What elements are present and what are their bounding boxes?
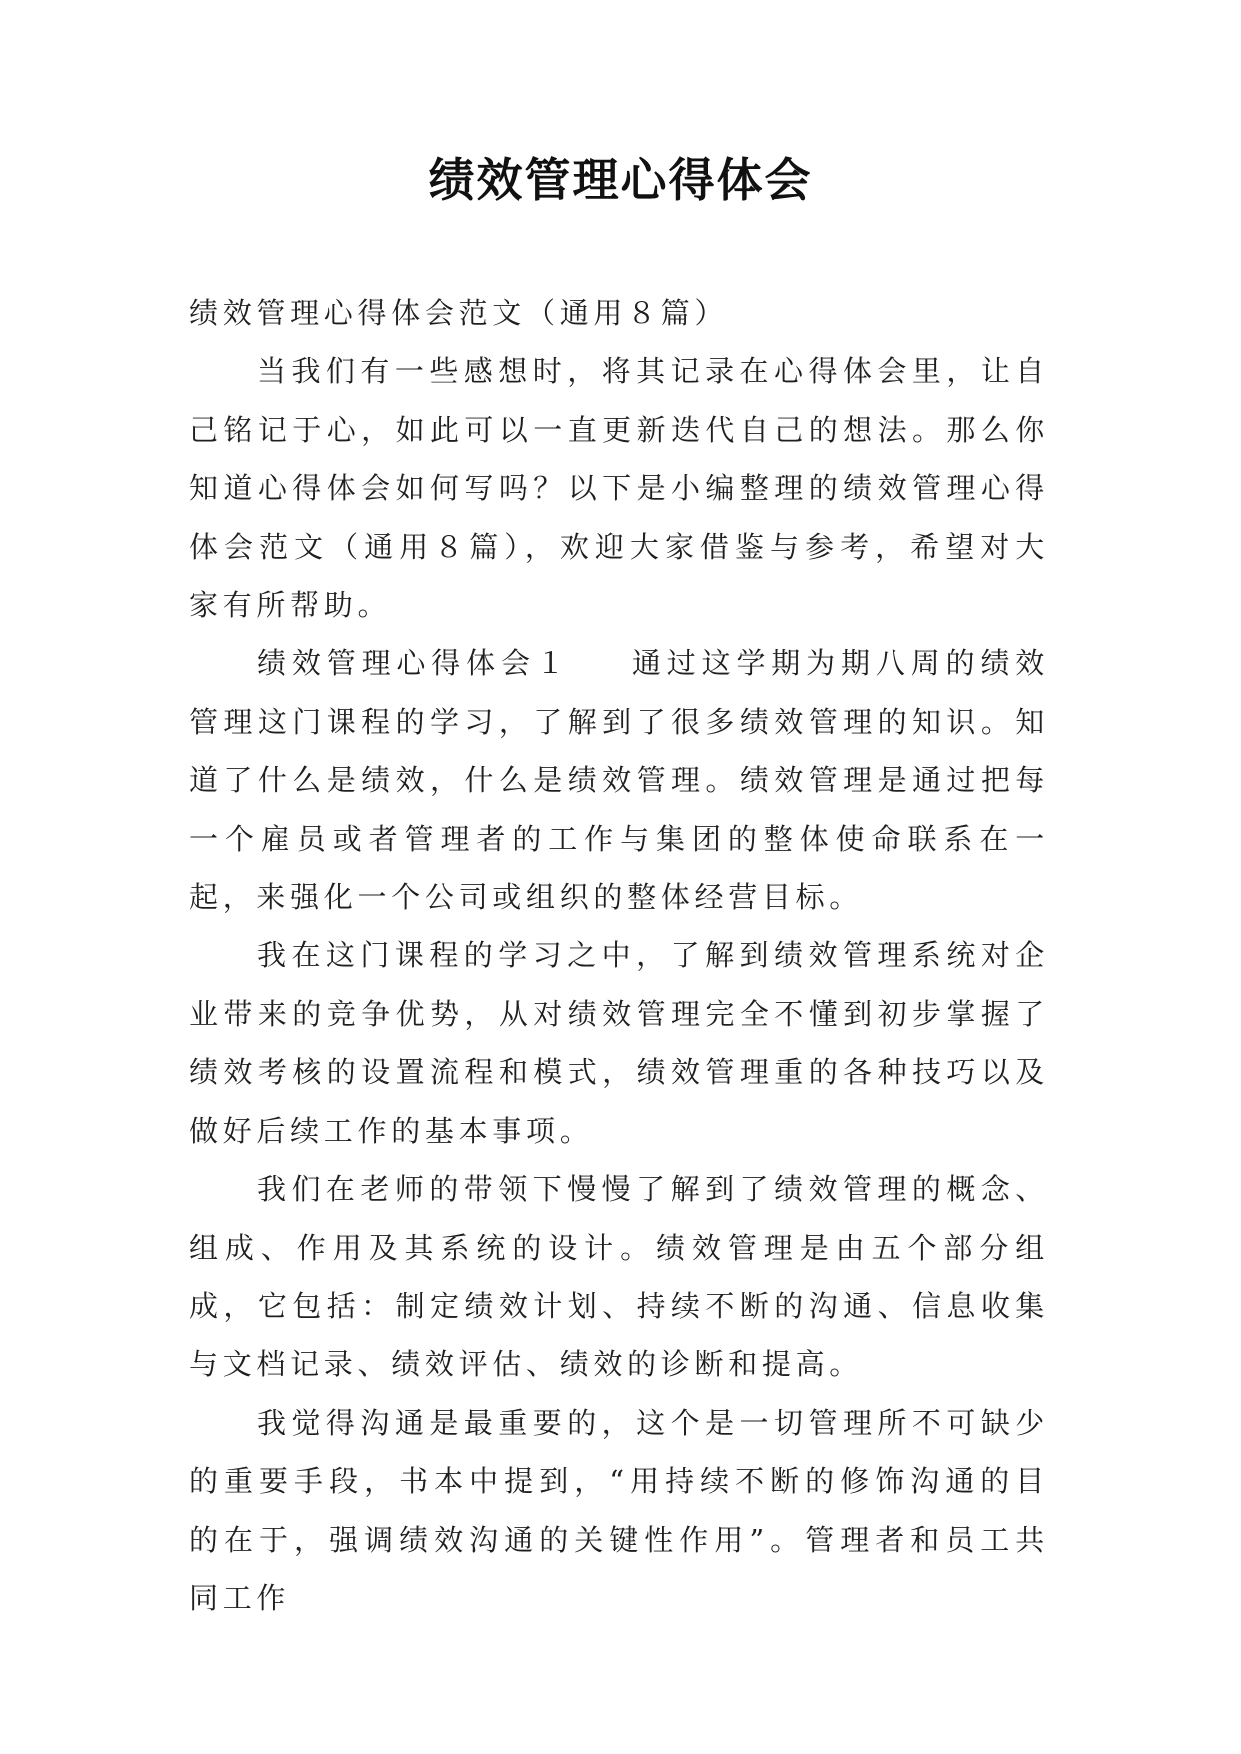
section-1-text: 通过这学期为期八周的绩效管理这门课程的学习，了解到了很多绩效管理的知识。知道了什么是绩效，什么是绩效管理。绩效管理是通过把每一个雇员或者管理者的工作与集团的整体使命联系在一起，来强化一个公司或组织的整体经营目标。 [189,646,1049,915]
section-1-paragraph [189,634,1049,926]
document-subtitle: 绩效管理心得体会范文（通用８篇） [189,296,729,330]
paragraph-4: 我觉得沟通是最重要的，这个是一切管理所不可缺少的重要手段，书本中提到，“用持续不断的修饰沟通的目的在于，强调绩效沟通的关键性作用”。管理者和员工共同工作 [189,1405,1049,1615]
paragraph-3: 我们在老师的带领下慢慢了解到了绩效管理的概念、组成、作用及其系统的设计。绩效管理是由五个部分组成，它包括：制定绩效计划、持续不断的沟通、信息收集与文档记录、绩效评估、绩效的诊断和提高。 [189,1172,1049,1382]
document-title: 绩效管理心得体会 [428,153,813,207]
intro-paragraph: 当我们有一些感想时，将其记录在心得体会里，让自己铭记于心，如此可以一直更新迭代自己的想法。那么你知道心得体会如何写吗？以下是小编整理的绩效管理心得体会范文（通用８篇），欢迎大家借鉴与参考，希望对大家有所帮助。 [189,354,1049,623]
section-1-heading: 绩效管理心得体会１ [257,646,571,681]
document-body [189,284,1049,1627]
paragraph-2: 我在这门课程的学习之中，了解到绩效管理系统对企业带来的竞争优势，从对绩效管理完全不懂到初步掌握了绩效考核的设置流程和模式，绩效管理重的各种技巧以及做好后续工作的基本事项。 [189,938,1049,1148]
